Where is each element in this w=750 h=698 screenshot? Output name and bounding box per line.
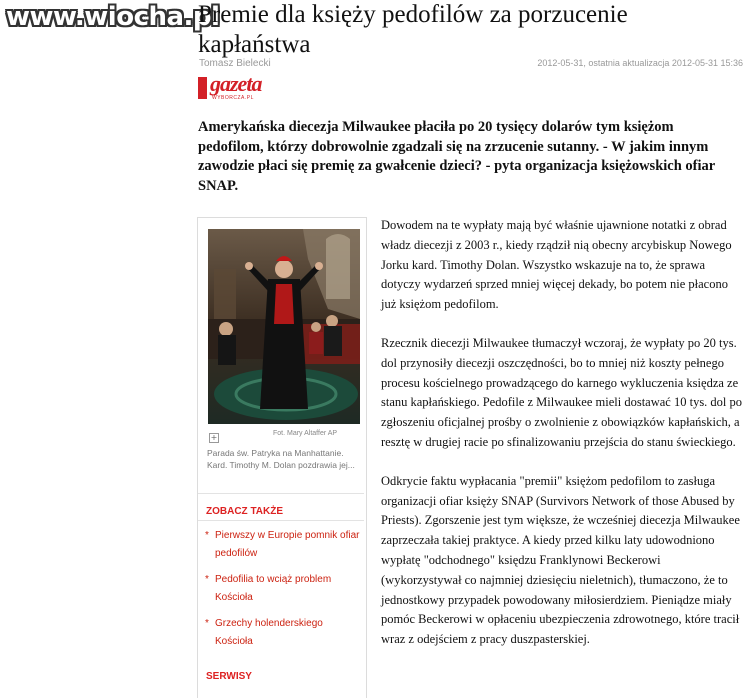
logo-subtext: WYBORCZA.PL [212,95,254,101]
article-dateline: 2012-05-31, ostatnia aktualizacja 2012-05-31 15:36 [537,58,743,68]
photo-caption: Parada św. Patryka na Manhattanie. Kard. Timothy M. Dolan pozdrawia jej... [207,448,355,470]
cathedral-photo-illustration [208,229,360,424]
see-also-link-text[interactable]: Pierwszy w Europie pomnik ofiar pedofilów [215,530,360,559]
see-also-link[interactable] [205,615,360,651]
author-name[interactable]: Tomasz Bielecki [199,58,271,69]
body-paragraph: Odkrycie faktu wypłacania "premii" księżom pedofilom to zasługa organizacji ofiar księży SNAP (Survivors Network of those Abused by Priests). Zgorszenie jest tym większe, że wcześniej diecezja Milwaukee zaprzeczała takiej praktyce. A kiedy przed kilku laty udowodniono wypłatę "odchodnego" księdzu Franklynowi Beckerowi (wykorzystywał co najmniej dziesięciu nieletnich), tłumaczono, że to jednostkowy przypadek powodowany miłosierdziem. Pieniądze miały pomóc Beckerowi w opłaceniu ubezpieczenia zdrowotnego, które tracił wraz z odejściem z pracy duszpasterskiej. [381,473,740,647]
bullet-icon: * [205,618,209,629]
bullet-icon: * [205,530,209,541]
article-photo[interactable] [208,229,360,424]
watermark-text: www.wiocha.pl [6,2,220,32]
photo-credit: Fot. Mary Altaffer AP [273,430,338,437]
see-also-link-text[interactable]: Grzechy holenderskiego Kościoła [215,618,323,647]
see-also-underline [198,520,364,521]
logo-wordmark: gazeta [210,71,262,96]
source-logo[interactable] [198,73,268,101]
see-also-link[interactable] [205,527,360,563]
enlarge-icon[interactable]: + [210,433,218,442]
see-also-list [205,527,360,659]
article-body [381,216,743,669]
body-paragraph: Dowodem na te wypłaty mają być właśnie ujawnione notatki z obrad władz diecezji z 2003 r., kiedy rządził nią obecny arcybiskup Nowego Jorku kard. Timothy Dolan. Wszystko wskazuje na to, że sprawa dotyczy wydarzeń sprzed mniej więcej dekady, bo potem nie płacono już księżom pedofilom. [381,218,732,312]
article-lead: Amerykańska diecezja Milwaukee płaciła po 20 tysięcy dolarów tym księżom pedofilom, którzy dobrowolnie zgadzali się na zrzucenie sutanny. - W jakim innym zawodzie płaci się premię za gwałcenie dzieci? - pyta organizacja księżowskich ofiar SNAP. [198,119,715,194]
bullet-icon: * [205,574,209,585]
see-also-heading: ZOBACZ TAKŻE [206,506,284,517]
services-heading: SERWISY [206,671,252,682]
sidebar-divider [198,493,364,494]
body-paragraph: Rzecznik diecezji Milwaukee tłumaczył wczoraj, że wypłaty po 20 tys. dol przynosiły diecezji oszczędności, bo to mniej niż koszty pełnego procesu kościelnego prowadzącego do karnego wykluczenia księdza ze stanu kapłańskiego. Pedofile z Milwaukee mieli dostawać 10 tys. dol po zgłoszeniu oficjalnej prośby o zwolnienie z obowiązków kapłańskich, a resztę w drugiej racie po sfinalizowaniu przejścia do stanu świeckiego. [381,335,743,449]
logo-bar [198,77,207,99]
watermark [0,0,220,45]
see-also-link-text[interactable]: Pedofilia to wciąż problem Kościoła [215,574,332,603]
article-title: Premie dla księży pedofilów za porzucenie kapłaństwa [198,1,628,58]
see-also-link[interactable] [205,571,360,607]
